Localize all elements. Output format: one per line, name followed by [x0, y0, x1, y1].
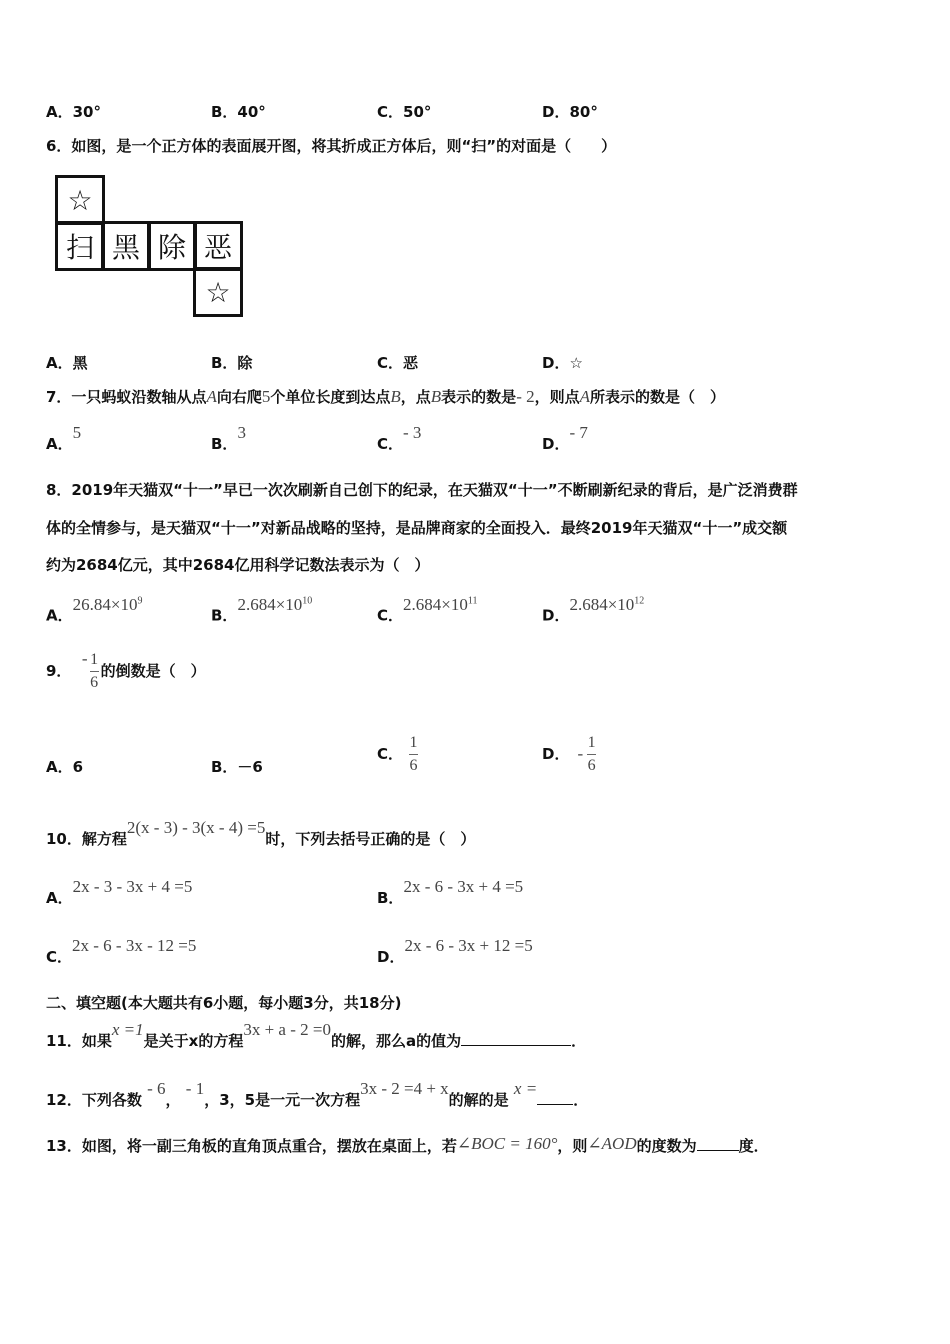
- q10-option-b: B．2x - 6 - 3x + 4 =5: [377, 877, 524, 907]
- q9-option-a: A．6: [46, 758, 84, 776]
- net-bottom-star: ☆: [193, 267, 243, 317]
- q8-option-d: D．$2.684\times 10^{12}$: [542, 594, 645, 625]
- q8-line-3: 约为2684亿元，其中2684亿用科学记数法表示为（ ）: [46, 556, 430, 574]
- net-cell: 扫: [55, 221, 105, 271]
- q9-option-b: B．－6: [211, 758, 263, 776]
- q9-option-d: D． - $\frac{1}{6}$: [542, 734, 596, 774]
- q5-option-d: D．80°: [542, 103, 598, 121]
- q6-stem: 6．如图，是一个正方体的表面展开图，将其折成正方体后，则“扫”的对面是（ ）: [46, 137, 617, 155]
- q6-option-d: D．☆: [542, 354, 583, 372]
- q10-option-d: D．2x - 6 - 3x + 12 =5: [377, 936, 533, 966]
- answer-blank[interactable]: [461, 1031, 571, 1046]
- q8-option-a: A．$26.84\times 10^9$: [46, 594, 143, 625]
- q5-option-a: A．30°: [46, 103, 101, 121]
- q7-option-b: B．3: [211, 423, 246, 453]
- net-top-star: ☆: [55, 175, 105, 225]
- section-heading: 二、填空题(本大题共有6小题，每小题3分，共18分): [46, 994, 402, 1012]
- q8-line-1: 8．2019年天猫双“十一”早已一次次刷新自己创下的纪录，在天猫双“十一”不断刷新纪录的背后，是广泛消费群: [46, 481, 798, 499]
- q6-option-b: B．除: [211, 354, 253, 372]
- q5-option-b: B．40°: [211, 103, 266, 121]
- q11-stem: 11．如果x =1是关于x的方程3x + a - 2 =0的解，那么a的值为 ．: [46, 1020, 587, 1050]
- q7-option-c: C．- 3: [377, 423, 422, 453]
- q7-option-a: A．5: [46, 423, 82, 453]
- q12-stem: 12．下列各数 - 6， - 1，3，5是一元一次方程3x - 2 =4 + x的解的是 x =．: [46, 1079, 589, 1109]
- q10-stem: 10．解方程2(x - 3) - 3(x - 4) =5时，下列去括号正确的是（ ）: [46, 818, 476, 848]
- net-cell: 黑: [101, 221, 151, 271]
- answer-blank[interactable]: [537, 1090, 573, 1105]
- q8-option-c: C．$2.684\times 10^{11}$: [377, 594, 478, 625]
- answer-blank[interactable]: [697, 1136, 739, 1151]
- q5-option-c: C．50°: [377, 103, 432, 121]
- q9-option-c: C． $\frac{1}{6}$: [377, 734, 418, 774]
- q10-option-a: A．2x - 3 - 3x + 4 =5: [46, 877, 193, 907]
- q8-line-2: 体的全情参与，是天猫双“十一”对新品战略的坚持，是品牌商家的全面投入．最终2019年天猫双“十一”成交额: [46, 519, 788, 537]
- net-cell: 除: [147, 221, 197, 271]
- q7-option-d: D．- 7: [542, 423, 588, 453]
- q10-option-c: C．2x - 6 - 3x - 12 =5: [46, 936, 197, 966]
- q7-stem: 7．一只蚂蚁沿数轴从点A向右爬5个单位长度到达点B，点B表示的数是- 2，则点A所表示的数是（ ）: [46, 387, 726, 406]
- net-cell: 恶: [193, 221, 243, 271]
- q9-stem: 9． - $\frac{1}{6}$ 的倒数是（ ）: [46, 649, 206, 691]
- q6-option-a: A．黑: [46, 354, 88, 372]
- q8-option-b: B．$2.684\times 10^{10}$: [211, 594, 313, 625]
- q6-option-c: C．恶: [377, 354, 419, 372]
- q13-stem: 13．如图，将一副三角板的直角顶点重合，摆放在桌面上，若∠BOC = 160°，则∠AOD的度数为 度．: [46, 1134, 769, 1155]
